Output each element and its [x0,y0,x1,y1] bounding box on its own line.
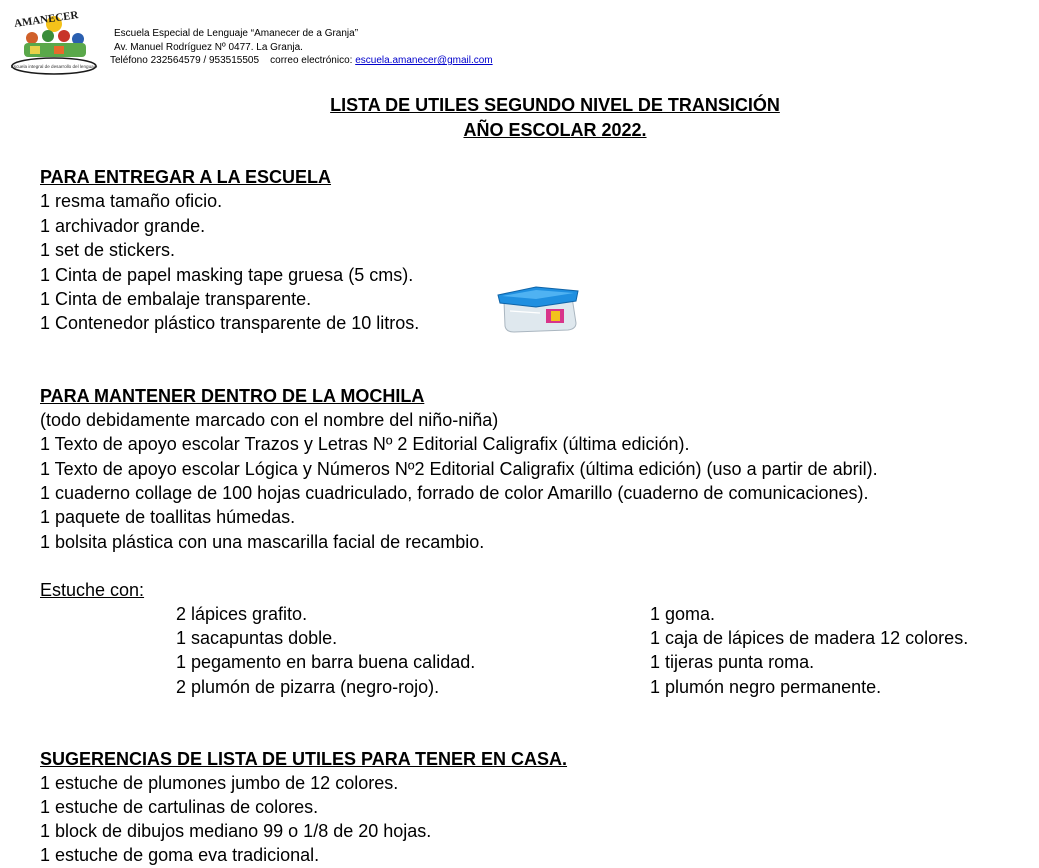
section-heading-backpack: PARA MANTENER DENTRO DE LA MOCHILA [40,386,425,406]
list-item: 1 Texto de apoyo escolar Trazos y Letras Nº 2 Editorial Caligrafix (última edición). [40,434,690,454]
list-item: 1 Contenedor plástico transparente de 10 litros. [40,313,420,333]
list-item: 1 estuche de goma eva tradicional. [40,845,320,865]
school-logo [10,6,98,80]
children-icon [24,30,86,57]
email-label: correo electrónico: [270,55,353,66]
pencil-case-item: 1 sacapuntas doble. [176,628,338,648]
list-item: 1 Cinta de embalaje transparente. [40,289,312,309]
list-item: 1 set de stickers. [40,240,176,260]
list-item: 1 bolsita plástica con una mascarilla facial de recambio. [40,532,485,552]
section-heading-home: SUGERENCIAS DE LISTA DE UTILES PARA TENER EN CASA. [40,749,568,769]
list-item: 1 estuche de plumones jumbo de 12 colores. [40,773,399,793]
list-item: 1 resma tamaño oficio. [40,191,223,211]
list-item: 1 Texto de apoyo escolar Lógica y Números Nº2 Editorial Caligrafix (última edición) (uso a partir de abril). [40,459,878,479]
list-item: 1 block de dibujos mediano 99 o 1/8 de 20 hojas. [40,821,432,841]
school-name: Escuela Especial de Lenguaje “Amanecer de a Granja” [114,28,359,39]
list-item: 1 estuche de cartulinas de colores. [40,797,319,817]
logo-caption: Escuela integral de desarrollo del lenguaje [10,64,98,69]
pencil-case-item: 2 lápices grafito. [176,604,308,624]
plastic-container-image [496,283,580,335]
pencil-case-label: Estuche con: [40,580,145,600]
section-heading-school: PARA ENTREGAR A LA ESCUELA [40,167,332,187]
school-contact [110,54,493,67]
pencil-case-item: 1 tijeras punta roma. [650,652,815,672]
pencil-case-item: 1 pegamento en barra buena calidad. [176,652,476,672]
pencil-case-item: 2 plumón de pizarra (negro-rojo). [176,677,440,697]
list-item: 1 Cinta de papel masking tape gruesa (5 cms). [40,265,414,285]
page-title-line1: LISTA DE UTILES SEGUNDO NIVEL DE TRANSICIÓN [330,95,780,115]
pencil-case-item: 1 caja de lápices de madera 12 colores. [650,628,969,648]
page-title-line2: AÑO ESCOLAR 2022. [463,120,647,140]
list-item: 1 cuaderno collage de 100 hojas cuadriculado, forrado de color Amarillo (cuaderno de comunicaciones). [40,483,869,503]
pencil-case-item: 1 goma. [650,604,716,624]
list-item: (todo debidamente marcado con el nombre del niño-niña) [40,410,499,430]
logo-text: AMANECER [13,9,80,30]
school-address: Av. Manuel Rodríguez Nº 0477. La Granja. [114,42,303,53]
list-item: 1 archivador grande. [40,216,206,236]
pencil-case-item: 1 plumón negro permanente. [650,677,882,697]
school-phone: Teléfono 232564579 / 953515505 [110,55,260,66]
list-item: 1 paquete de toallitas húmedas. [40,507,296,527]
email-link[interactable]: escuela.amanecer@gmail.com [355,55,493,66]
